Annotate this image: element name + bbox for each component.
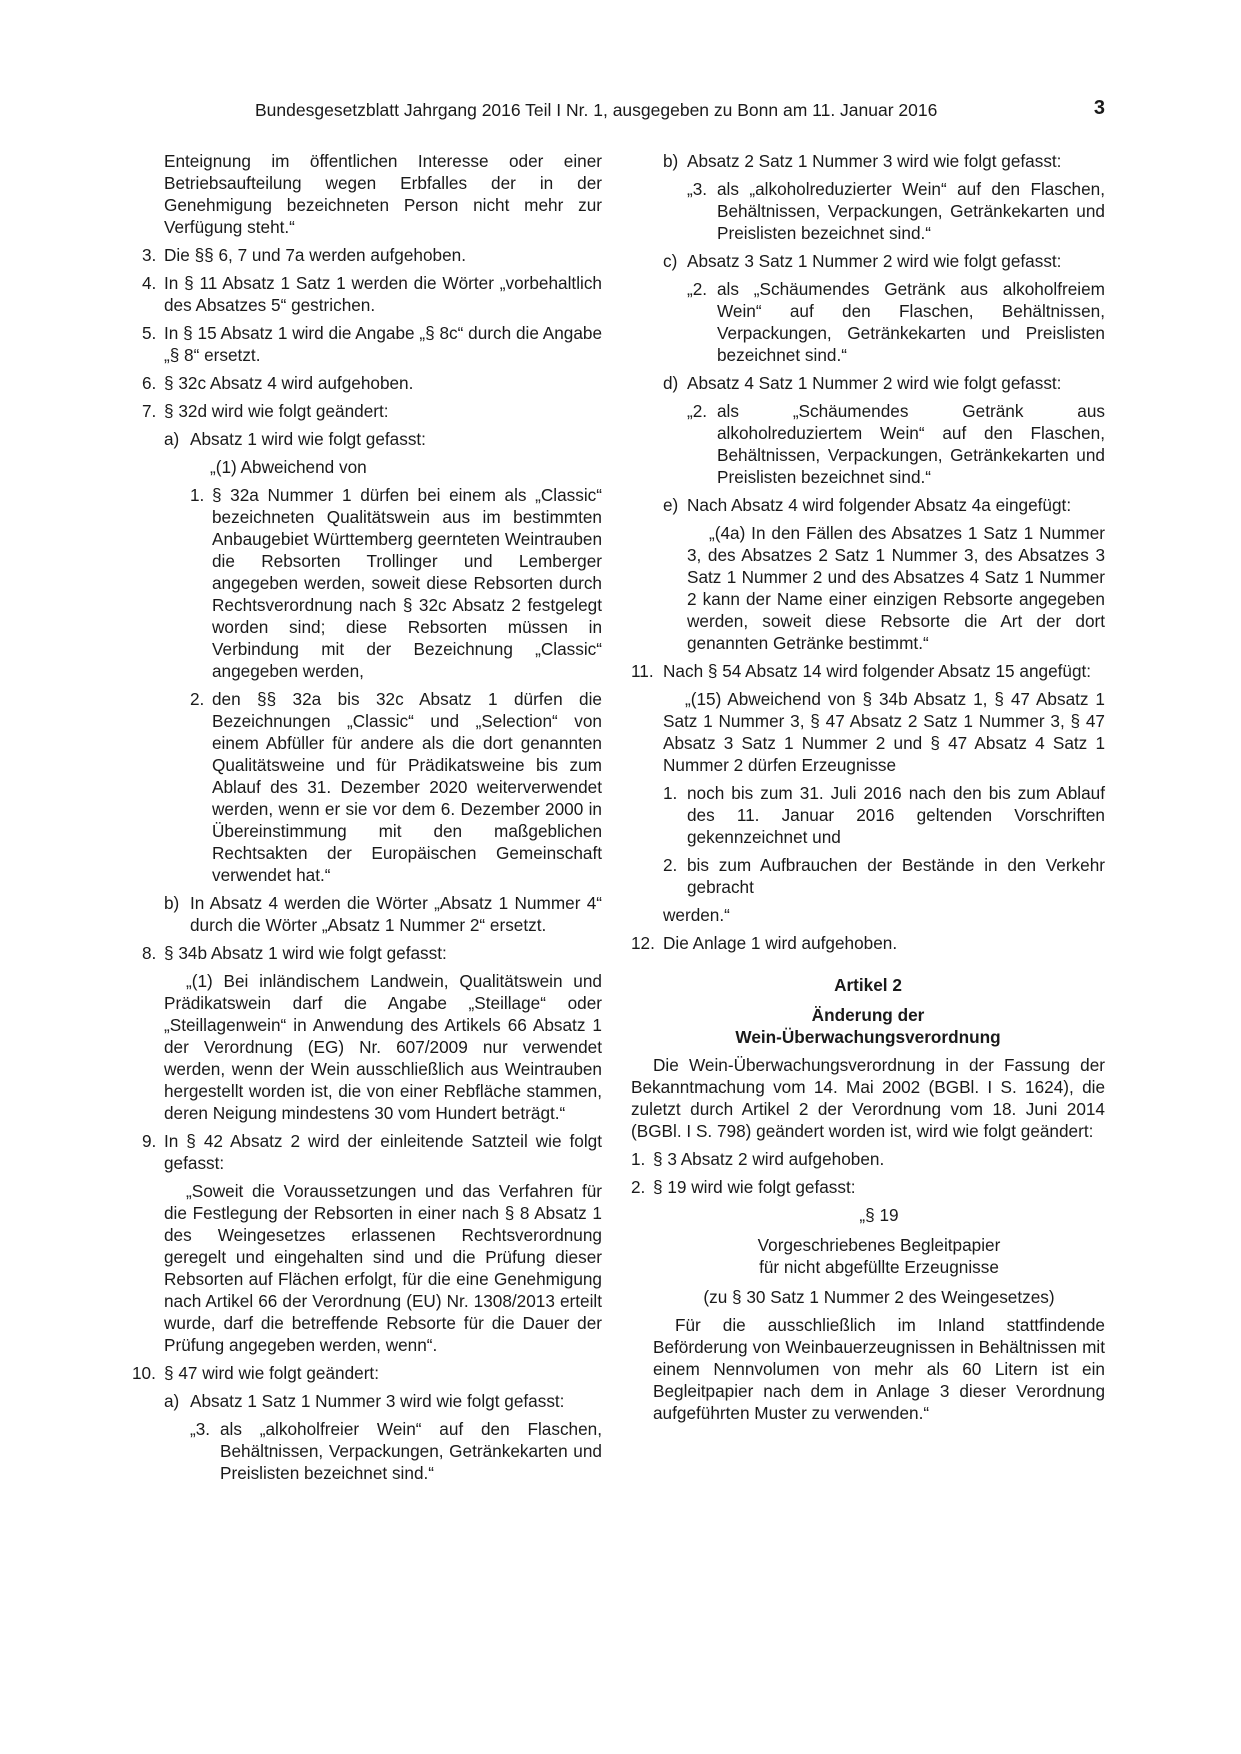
quote-item-2 <box>663 854 1105 898</box>
article-item-1 <box>631 1148 1105 1170</box>
quote-paragraph: „(1) Bei inländischem Landwein, Qualitätswein und Prädikatswein darf die Angabe „Steillage“ oder „Steillagenwein“ in Anwendung des Artikels 66 Absatz 1 der Verordnung (EG) Nr. 607/2009 nur verwendet werden, wenn der Wein ausschließlich aus Weintrauben hergestellt worden ist, die von einer Rebfläche stammen, deren Neigung mindestens 30 vom Hundert beträgt.“ <box>164 971 602 1123</box>
quote-item-1 <box>142 484 602 682</box>
item-text: In § 11 Absatz 1 Satz 1 werden die Wörter „vorbehaltlich des Absatzes 5“ gestrichen. <box>164 273 602 315</box>
item-text: noch bis zum 31. Juli 2016 nach den bis zum Ablauf des 11. Januar 2016 geltenden Vorschriften gekennzeichnet und <box>687 783 1105 847</box>
list-item-7b <box>142 892 602 936</box>
item-number: „3. <box>190 1419 211 1439</box>
list-item-10e <box>663 494 1105 516</box>
item-number: „3. <box>687 179 708 199</box>
item-text: als „alkoholfreier Wein“ auf den Flaschen, Behältnissen, Verpackungen, Getränkekarten und Preislisten bezeichnet sind.“ <box>220 1419 602 1483</box>
item-number: 4. <box>142 273 157 293</box>
list-item-4 <box>142 272 602 316</box>
right-column <box>631 150 1105 1430</box>
section-title-line2: für nicht abgefüllte Erzeugnisse <box>759 1257 999 1277</box>
item-number: a) <box>164 1391 180 1411</box>
item-number: c) <box>663 251 678 271</box>
article-title: Artikel 2 <box>834 975 902 995</box>
list-item-8 <box>142 942 602 964</box>
article-subtitle-line1: Änderung der <box>811 1005 925 1025</box>
item-number: e) <box>663 495 679 515</box>
item-text: Nach § 54 Absatz 14 wird folgender Absatz 15 angefügt: <box>663 661 1092 681</box>
page-number: 3 <box>1093 97 1105 119</box>
item-number: b) <box>164 893 180 913</box>
section-reference: (zu § 30 Satz 1 Nummer 2 des Weingesetzes) <box>703 1287 1055 1307</box>
list-item-10c <box>663 250 1105 272</box>
list-item-12 <box>631 932 1105 954</box>
list-item-7a <box>142 428 602 450</box>
item-number: „2. <box>687 279 708 299</box>
quote-item-2 <box>142 688 602 886</box>
item-number: 8. <box>142 943 157 963</box>
quote-end: werden.“ <box>663 905 730 925</box>
quote-paragraph: „(4a) In den Fällen des Absatzes 1 Satz 1 Nummer 3, des Absatzes 2 Satz 1 Nummer 3, des Absatzes 3 Satz 1 Nummer 2 und des Absatzes 4 Satz 1 Nummer 2 kann der Name einer einzigen Rebsorte angegeben werden, soweit diese Rebsorte die Art der dort genannten Getränke bestimmt.“ <box>687 523 1105 653</box>
item-number: 7. <box>142 401 157 421</box>
item-text: § 32c Absatz 4 wird aufgehoben. <box>164 373 414 393</box>
item-number: d) <box>663 373 679 393</box>
quote-item <box>663 178 1105 244</box>
list-item-10 <box>132 1362 602 1384</box>
quote-item <box>142 1418 602 1484</box>
quote-item-1 <box>663 782 1105 848</box>
item-text: als „alkoholreduzierter Wein“ auf den Flaschen, Behältnissen, Verpackungen, Getränkekarten und Preislisten bezeichnet sind.“ <box>717 179 1105 243</box>
item-number: 9. <box>142 1131 157 1151</box>
list-item-6 <box>142 372 602 394</box>
item-text: In Absatz 4 werden die Wörter „Absatz 1 Nummer 4“ durch die Wörter „Absatz 1 Nummer 2“ ersetzt. <box>190 893 602 935</box>
list-item-3 <box>142 244 602 266</box>
item-text: bis zum Aufbrauchen der Bestände in den Verkehr gebracht <box>687 855 1105 897</box>
item-number: 11. <box>631 661 654 681</box>
quote-intro: „(1) Abweichend von <box>210 457 367 477</box>
item-text: Die §§ 6, 7 und 7a werden aufgehoben. <box>164 245 466 265</box>
item-number: 1. <box>663 783 678 803</box>
list-item-7 <box>142 400 602 422</box>
item-number: a) <box>164 429 180 449</box>
list-item-5 <box>142 322 602 366</box>
quote-item <box>663 400 1105 488</box>
item-text: den §§ 32a bis 32c Absatz 1 dürfen die Bezeichnungen „Classic“ und „Selection“ von einem Abfüller für andere als die dort genannten Qualitätsweine und für Prädikatsweine bis zum Ablauf des 31. Dezember 2020 weiterverwendet werden, wenn er sie vor dem 6. Dezember 2000 in Übereinstimmung mit den maßgeblichen Rechtsakten der Europäischen Gemeinschaft verwendet hat.“ <box>212 689 602 885</box>
item-text: Absatz 1 wird wie folgt gefasst: <box>190 429 426 449</box>
item-number: „2. <box>687 401 708 421</box>
section-body: Für die ausschließlich im Inland stattfindende Beförderung von Weinbauerzeugnissen in Behältnissen mit einem Nennvolumen von mehr als 60 Litern ist ein Begleitpapier nach dem in Anlage 3 dieser Verordnung aufgeführten Muster zu verwenden.“ <box>653 1315 1105 1423</box>
list-item-10d <box>663 372 1105 394</box>
item-text: Absatz 3 Satz 1 Nummer 2 wird wie folgt gefasst: <box>687 251 1062 271</box>
continued-text: Enteignung im öffentlichen Interesse oder einer Betriebsaufteilung wegen Erbfalles der in der Genehmigung bezeichneten Person nicht mehr zur Verfügung steht.“ <box>164 151 602 237</box>
item-number: 6. <box>142 373 157 393</box>
item-number: 12. <box>631 933 655 953</box>
article-intro: Die Wein-Überwachungsverordnung in der Fassung der Bekanntmachung vom 14. Mai 2002 (BGBl. I S. 1624), die zuletzt durch Artikel 2 der Verordnung vom 18. Juni 2014 (BGBl. I S. 798) geändert worden ist, wird wie folgt geändert: <box>631 1055 1105 1141</box>
item-number: b) <box>663 151 679 171</box>
list-item-11 <box>631 660 1105 682</box>
item-text: als „Schäumendes Getränk aus alkoholfreiem Wein“ auf den Flaschen, Behältnissen, Verpackungen, Getränkekarten und Preislisten bezeichnet sind.“ <box>717 279 1105 365</box>
item-text: Absatz 4 Satz 1 Nummer 2 wird wie folgt gefasst: <box>687 373 1062 393</box>
item-text: § 19 wird wie folgt gefasst: <box>653 1177 856 1197</box>
item-number: 3. <box>142 245 157 265</box>
quote-paragraph: „(15) Abweichend von § 34b Absatz 1, § 47 Absatz 1 Satz 1 Nummer 3, § 47 Absatz 2 Satz 1 Nummer 3, § 47 Absatz 3 Satz 1 Nummer 2 und § 47 Absatz 4 Satz 1 Nummer 2 dürfen Erzeugnisse <box>663 689 1105 775</box>
item-text: In § 42 Absatz 2 wird der einleitende Satzteil wie folgt gefasst: <box>164 1131 602 1173</box>
page-header <box>255 99 1105 123</box>
item-number: 10. <box>132 1363 156 1383</box>
item-text: § 34b Absatz 1 wird wie folgt gefasst: <box>164 943 447 963</box>
section-number: „§ 19 <box>859 1205 899 1225</box>
item-text: In § 15 Absatz 1 wird die Angabe „§ 8c“ durch die Angabe „§ 8“ ersetzt. <box>164 323 602 365</box>
quote-item <box>663 278 1105 366</box>
item-number: 2. <box>190 689 205 709</box>
item-number: 1. <box>190 485 205 505</box>
item-number: 2. <box>631 1177 646 1197</box>
item-text: Absatz 2 Satz 1 Nummer 3 wird wie folgt gefasst: <box>687 151 1062 171</box>
item-text: als „Schäumendes Getränk aus alkoholreduziertem Wein“ auf den Flaschen, Behältnissen, Verpackungen, Getränkekarten und Preislisten bezeichnet sind.“ <box>717 401 1105 487</box>
item-text: § 32a Nummer 1 dürfen bei einem als „Classic“ bezeichneten Qualitätswein aus im bestimmten Anbaugebiet Württemberg geernteten Weintrauben die Rebsorten Trollinger und Lemberger angegeben werden, soweit diese Rebsorten durch Rechtsverordnung nach § 32c Absatz 2 festgelegt worden sind; diese Rebsorten müssen in Verbindung mit der Bezeichnung „Classic“ angegeben werden, <box>212 485 602 681</box>
list-item-9 <box>142 1130 602 1174</box>
item-text: § 32d wird wie folgt geändert: <box>164 401 389 421</box>
left-column <box>132 150 602 1490</box>
article-item-2 <box>631 1176 1105 1198</box>
item-text: Nach Absatz 4 wird folgender Absatz 4a eingefügt: <box>687 495 1072 515</box>
item-text: Absatz 1 Satz 1 Nummer 3 wird wie folgt gefasst: <box>190 1391 565 1411</box>
item-number: 1. <box>631 1149 646 1169</box>
item-number: 5. <box>142 323 157 343</box>
section-title-line1: Vorgeschriebenes Begleitpapier <box>757 1235 1001 1255</box>
header-title: Bundesgesetzblatt Jahrgang 2016 Teil I Nr. 1, ausgegeben zu Bonn am 11. Januar 2016 <box>255 100 938 120</box>
item-text: § 47 wird wie folgt geändert: <box>164 1363 379 1383</box>
list-item-10b <box>663 150 1105 172</box>
quote-paragraph: „Soweit die Voraussetzungen und das Verfahren für die Festlegung der Rebsorten in einer nach § 8 Absatz 1 des Weingesetzes erlassenen Rechtsverordnung geregelt und eingehalten sind und die Prüfung dieser Rebsorten auf Flächen erfolgt, für die eine Genehmigung nach Artikel 66 der Verordnung (EU) Nr. 1308/2013 erteilt wurde, darf die betreffende Rebsorte für die Dauer der Prüfung angegeben werden, wenn“. <box>164 1181 602 1355</box>
item-text: § 3 Absatz 2 wird aufgehoben. <box>653 1149 885 1169</box>
list-item-10a <box>142 1390 602 1412</box>
item-text: Die Anlage 1 wird aufgehoben. <box>663 933 898 953</box>
article-subtitle-line2: Wein-Überwachungsverordnung <box>735 1027 1001 1047</box>
item-number: 2. <box>663 855 678 875</box>
